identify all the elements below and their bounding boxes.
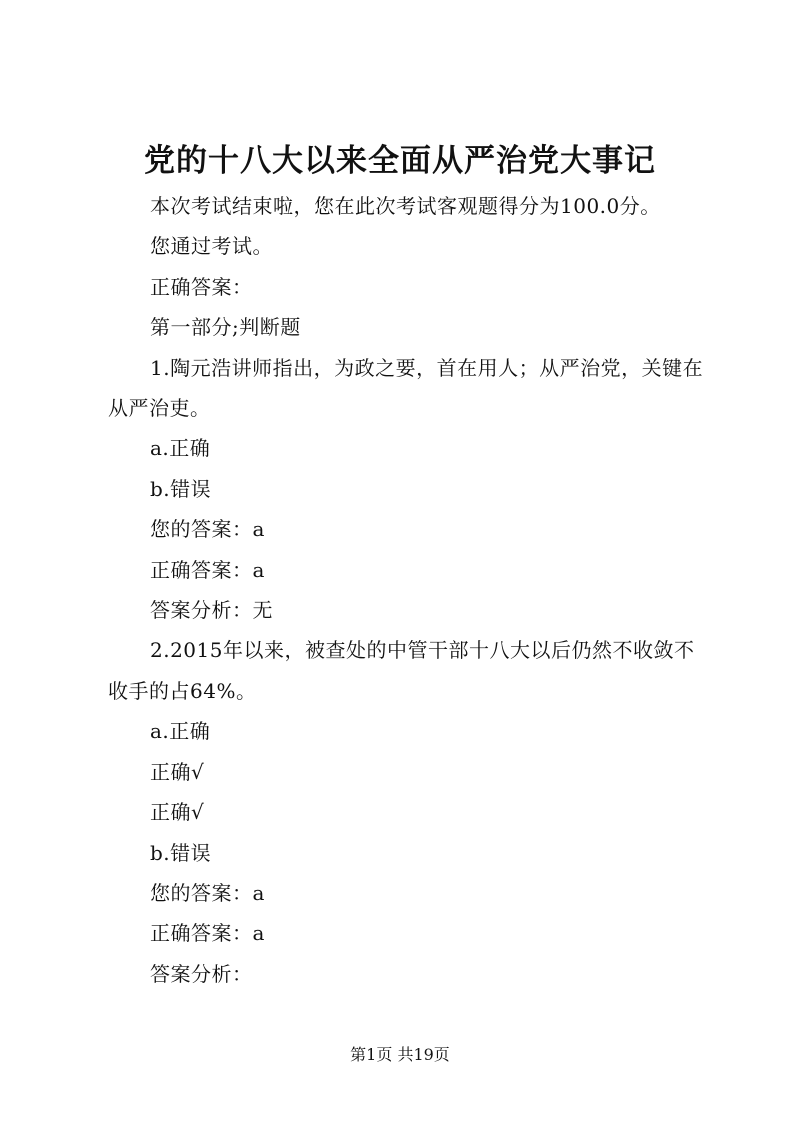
question-2-option-b: b.错误 xyxy=(150,840,212,865)
question-2-correct-mark: 正确√ xyxy=(150,800,205,825)
question-1-option-b: b.错误 xyxy=(150,476,212,501)
question-1-correct-answer: 正确答案：a xyxy=(150,557,265,582)
document-body xyxy=(108,186,708,994)
question-1-your-answer: 您的答案：a xyxy=(150,517,265,542)
question-2-your-answer: 您的答案：a xyxy=(150,880,265,905)
question-2-analysis: 答案分析： xyxy=(150,961,253,986)
question-1-option-a: a.正确 xyxy=(150,436,211,461)
question-1-analysis: 答案分析：无 xyxy=(150,598,273,623)
paragraph-pass: 您通过考试。 xyxy=(150,234,273,259)
page-indicator: 第1页 共19页 xyxy=(350,1045,450,1064)
section-heading: 第一部分;判断题 xyxy=(150,315,301,340)
paragraph-answer-heading: 正确答案： xyxy=(150,274,253,299)
paragraph-score: 本次考试结束啦，您在此次考试客观题得分为100.0分。 xyxy=(150,194,661,218)
question-1: 1.陶元浩讲师指出，为政之要，首在用人；从严治党，关键在从严治吏。 xyxy=(108,355,704,421)
document-title: 党的十八大以来全面从严治党大事记 xyxy=(144,143,656,179)
question-2-correct-mark: 正确√ xyxy=(150,759,205,784)
question-2-option-a: a.正确 xyxy=(150,719,211,744)
question-2: 2.2015年以来，被查处的中管干部十八大以后仍然不收敛不收手的占64%。 xyxy=(108,638,695,703)
question-2-correct-answer: 正确答案：a xyxy=(150,921,265,946)
